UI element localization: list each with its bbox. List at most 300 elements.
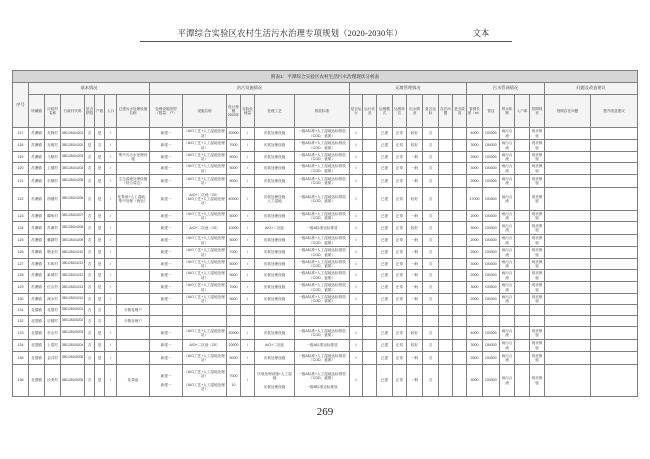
- table-cell: 光明村: [45, 140, 61, 152]
- table-cell: 否: [85, 270, 95, 282]
- table-cell: [591, 316, 638, 327]
- table-cell: A/O+二沉池（20） （A/O工艺+人工湿地处理站）: [183, 188, 227, 211]
- table-cell: 是: [95, 188, 105, 211]
- table-cell: /: [241, 270, 255, 282]
- table-cell: 5000: [227, 163, 241, 175]
- column-header: 已建污水处理设施名称: [117, 95, 150, 128]
- table-cell: 5000: [227, 175, 241, 188]
- table-cell: 生态湿地处理设施（结合周边）: [117, 175, 150, 188]
- table-cell: 一级A标准+人工湿地达标排放（COD、氨氮）: [295, 128, 350, 140]
- table-cell: 厌氧处理设施: [255, 247, 295, 259]
- table-cell: [591, 327, 638, 340]
- table-cell: [183, 305, 227, 316]
- table-cell: DN300: [483, 152, 500, 163]
- table-cell: [363, 327, 377, 340]
- table-row: [13, 175, 638, 188]
- table-cell: 现状保留: [530, 365, 545, 397]
- table-cell: 已建: [377, 175, 393, 188]
- table-cell: [530, 316, 545, 327]
- column-header: 运维模式: [377, 95, 393, 128]
- table-cell: DN300: [483, 222, 500, 235]
- table-cell: [363, 365, 377, 397]
- table-cell: 40000: [227, 188, 241, 211]
- table-cell: DN300: [483, 163, 500, 175]
- table-cell: 厌氧处理设施+人工湿地 厌氧处理设施: [255, 365, 295, 397]
- table-cell: 厌氧处理设施: [255, 211, 295, 222]
- table-cell: 正常: [393, 211, 407, 222]
- table-cell: [515, 352, 530, 365]
- table-cell: √: [350, 128, 363, 140]
- table-cell: [117, 128, 150, 140]
- table-cell: √: [350, 235, 363, 247]
- row-serial-cell: 125: [13, 235, 29, 247]
- table-cell: /: [105, 294, 117, 305]
- table-cell: 是: [95, 259, 105, 270]
- running-header-section: 文本: [472, 29, 490, 38]
- table-cell: [255, 305, 295, 316]
- table-cell: 现状保留: [530, 259, 545, 270]
- table-cell: 新建一: [150, 152, 183, 163]
- table-cell: 是: [95, 235, 105, 247]
- table-cell: √: [350, 140, 363, 152]
- table-cell: [453, 211, 467, 222]
- table-cell: DN300: [483, 270, 500, 282]
- table-cell: 一般: [407, 175, 423, 188]
- table-cell: 厌氧处理设施: [255, 140, 295, 152]
- table-cell: [545, 235, 591, 247]
- table-cell: [453, 352, 467, 365]
- table-cell: 厌氧处理设施: [255, 352, 295, 365]
- table-cell: 正常: [393, 128, 407, 140]
- table-cell: [591, 163, 638, 175]
- table-cell: 是: [95, 294, 105, 305]
- table-cell: 分散处理户: [117, 316, 150, 327]
- table-cell: /: [241, 294, 255, 305]
- table-cell: 是: [95, 282, 105, 294]
- table-cell: [500, 305, 515, 316]
- table-cell: （A/O工艺+人工湿地处理站）: [184, 259, 225, 268]
- table-cell: DN300: [483, 235, 500, 247]
- table-cell: 是: [95, 152, 105, 163]
- table-cell: （A/O工艺+人工湿地处理站）: [184, 129, 225, 138]
- table-row: [13, 235, 638, 247]
- table-cell: /: [241, 259, 255, 270]
- table-cell: DN300: [483, 128, 500, 140]
- table-cell: 是: [95, 128, 105, 140]
- table-cell: 雨污合流: [500, 365, 515, 397]
- table-cell: [545, 152, 591, 163]
- table-cell: 350128105206: [61, 365, 85, 397]
- table-cell: 已建: [377, 235, 393, 247]
- table-cell: 正常: [393, 222, 407, 235]
- table-cell: 3000: [467, 365, 483, 397]
- table-cell: [377, 316, 393, 327]
- table-cell: 雨污合流: [500, 282, 515, 294]
- table-cell: 厌氧处理设施: [255, 270, 295, 282]
- table-cell: 磹角村: [45, 211, 61, 222]
- status-table-wrapper: [12, 70, 637, 397]
- table-cell: 否: [423, 211, 439, 222]
- table-cell: 已建: [377, 222, 393, 235]
- table-cell: /: [105, 282, 117, 294]
- table-cell: 2000: [467, 211, 483, 222]
- table-cell: 一般: [407, 152, 423, 163]
- column-header: 设计规模 2020年: [227, 95, 241, 128]
- table-cell: 已建: [377, 282, 393, 294]
- table-cell: 厌氧处理设施: [255, 175, 295, 188]
- table-cell: 苏澳村: [45, 222, 61, 235]
- table-cell: /: [105, 270, 117, 282]
- table-cell: 较好: [407, 222, 423, 235]
- table-cell: 现状保留: [530, 188, 545, 211]
- table-cell: 较好: [407, 327, 423, 340]
- table-cell: /: [241, 163, 255, 175]
- table-cell: [439, 327, 453, 340]
- table-cell: [545, 352, 591, 365]
- table-cell: 一级A标准+人工湿地达标排放 （COD、氨氮）: [295, 188, 350, 211]
- table-cell: 17000: [467, 188, 483, 211]
- table-cell: [545, 140, 591, 152]
- table-cell: 一般: [407, 235, 423, 247]
- table-cell: （A/O工艺+人工湿地处理站）: [183, 352, 227, 365]
- table-cell: [117, 235, 150, 247]
- table-cell: [363, 294, 377, 305]
- table-cell: /: [105, 175, 117, 188]
- table-cell: [515, 340, 530, 352]
- column-header: 管径: [483, 95, 500, 128]
- column-header: 排水体制: [500, 95, 515, 128]
- table-cell: /: [105, 188, 117, 211]
- table-cell: 否: [85, 305, 95, 316]
- table-cell: 正常: [393, 140, 407, 152]
- table-cell: [545, 327, 591, 340]
- table-cell: 北厝镇: [29, 352, 45, 365]
- table-cell: √: [350, 270, 363, 282]
- table-cell: /: [241, 352, 255, 365]
- table-cell: 苏澳镇: [29, 128, 45, 140]
- table-cell: （A/O工艺+人工湿地处理站）: [183, 327, 227, 340]
- table-cell: √: [350, 222, 363, 235]
- table-cell: 350128104201: [61, 128, 85, 140]
- table-cell: [515, 247, 530, 259]
- table-cell: [363, 282, 377, 294]
- table-cell: 新建一: [150, 188, 183, 211]
- table-cell: 新建一: [150, 340, 183, 352]
- table-cell: [545, 222, 591, 235]
- table-cell: （A/O工艺+人工湿地处理站）: [184, 152, 225, 161]
- table-cell: 新建一: [150, 282, 183, 294]
- table-cell: 较好: [407, 128, 423, 140]
- table-cell: /: [105, 128, 117, 140]
- table-cell: 厌氧处理设施: [255, 259, 295, 270]
- column-header: 管网存在问题: [545, 95, 591, 128]
- column-header: 设施名称: [183, 95, 227, 128]
- group-header: 运维管理情况: [350, 83, 467, 95]
- table-cell: 化粪池+人工湿地， 集中处理（两处）: [117, 188, 150, 211]
- table-cell: [350, 305, 363, 316]
- table-cell: 否: [423, 222, 439, 235]
- table-cell: [515, 294, 530, 305]
- table-cell: 正常: [393, 259, 407, 270]
- table-cell: 新建一: [150, 128, 183, 140]
- table-cell: [117, 140, 150, 152]
- table-cell: 2500: [467, 247, 483, 259]
- table-cell: 新建一: [150, 294, 183, 305]
- table-cell: 2000: [467, 235, 483, 247]
- table-cell: 流水村: [45, 294, 61, 305]
- table-row: [13, 327, 638, 340]
- table-cell: 一级A标准+人工湿地达标排放（COD、氨氮）: [295, 294, 350, 305]
- table-row: [13, 316, 638, 327]
- table-cell: 2000: [467, 294, 483, 305]
- table-cell: 苏澳镇: [29, 175, 45, 188]
- table-row: [13, 222, 638, 235]
- table-cell: [439, 211, 453, 222]
- table-cell: [545, 175, 591, 188]
- column-header: 是否纳管: [85, 95, 95, 128]
- table-cell: 雨污合流: [500, 140, 515, 152]
- table-cell: [453, 128, 467, 140]
- table-cell: 新建一: [150, 259, 183, 270]
- table-cell: [363, 340, 377, 352]
- table-cell: [117, 211, 150, 222]
- table-cell: /: [105, 235, 117, 247]
- table-row: [13, 365, 638, 397]
- table-cell: [591, 188, 638, 211]
- table-cell: 否: [423, 175, 439, 188]
- table-cell: 350128104213: [61, 282, 85, 294]
- table-cell: DN300: [483, 259, 500, 270]
- table-cell: 雨污合流: [500, 352, 515, 365]
- table-cell: 一级A标准+人工湿地达标排放（COD、氨氮）: [295, 270, 350, 282]
- table-cell: [515, 316, 530, 327]
- table-row: [13, 259, 638, 270]
- column-header: 提升改造建议: [591, 95, 638, 128]
- table-cell: DN300: [483, 365, 500, 397]
- table-title-row: [13, 71, 638, 83]
- table-cell: 后楼村: [45, 316, 61, 327]
- table-cell: [453, 163, 467, 175]
- table-cell: 雨污合流: [500, 294, 515, 305]
- table-cell: 350128105202: [61, 316, 85, 327]
- table-cell: 7000: [227, 140, 241, 152]
- table-cell: [105, 305, 117, 316]
- table-cell: [453, 235, 467, 247]
- table-cell: 5000: [467, 222, 483, 235]
- table-cell: 一级A标准+人工湿地达标排放（COD、氨氮）: [295, 327, 350, 340]
- table-cell: 北厝镇: [29, 305, 45, 316]
- table-cell: 5000: [227, 235, 241, 247]
- table-cell: 正常: [393, 270, 407, 282]
- table-cell: [439, 270, 453, 282]
- column-header: 行政村代码: [61, 95, 85, 128]
- column-header: 入户率: [515, 95, 530, 128]
- table-cell: /: [105, 340, 117, 352]
- table-cell: 化粪池: [117, 365, 150, 397]
- table-cell: 是: [95, 222, 105, 235]
- table-cell: 一级A标准达标排放: [295, 340, 350, 352]
- table-cell: [453, 305, 467, 316]
- row-serial-cell: 120: [13, 163, 29, 175]
- table-cell: √: [350, 152, 363, 163]
- table-cell: 否: [85, 163, 95, 175]
- table-cell: 350128104206: [61, 188, 85, 211]
- table-cell: 现状保留: [530, 211, 545, 222]
- table-cell: 厌氧处理设施: [255, 128, 295, 140]
- table-cell: [363, 175, 377, 188]
- table-cell: /: [105, 365, 117, 397]
- table-cell: 苏澳镇: [29, 294, 45, 305]
- table-cell: [467, 316, 483, 327]
- table-cell: DN300: [483, 247, 500, 259]
- column-header: 存在问题: [439, 95, 453, 128]
- table-cell: 已建: [377, 327, 393, 340]
- table-cell: √: [350, 340, 363, 352]
- table-cell: [545, 247, 591, 259]
- table-cell: [483, 305, 500, 316]
- table-row: [13, 211, 638, 222]
- table-cell: 红山村: [45, 282, 61, 294]
- table-cell: [453, 247, 467, 259]
- table-cell: /: [241, 211, 255, 222]
- table-cell: 沙美村: [45, 365, 61, 397]
- table-cell: 苏澳镇: [29, 247, 45, 259]
- table-cell: 是: [95, 163, 105, 175]
- table-cell: 厌氧处理设施: [255, 294, 295, 305]
- table-cell: √: [350, 282, 363, 294]
- table-cell: 新建一 新建一: [150, 365, 183, 397]
- table-cell: 否: [85, 188, 95, 211]
- table-cell: [545, 365, 591, 397]
- table-cell: [407, 316, 423, 327]
- table-cell: [241, 305, 255, 316]
- table-cell: /: [105, 247, 117, 259]
- table-cell: （A/O工艺+人工湿地处理站）: [184, 211, 225, 220]
- table-cell: [545, 211, 591, 222]
- table-row: [13, 152, 638, 163]
- table-cell: √: [350, 365, 363, 397]
- table-cell: [439, 152, 453, 163]
- table-cell: 北厝镇: [29, 327, 45, 340]
- table-cell: 5000: [227, 270, 241, 282]
- table-cell: 是: [95, 211, 105, 222]
- table-cell: 3000: [467, 163, 483, 175]
- table-cell: 350128104209: [61, 235, 85, 247]
- table-cell: /: [241, 140, 255, 152]
- table-cell: 一级A标准+人工湿地达标排放（COD、氨氮）: [295, 235, 350, 247]
- table-cell: [363, 352, 377, 365]
- table-cell: [377, 305, 393, 316]
- table-cell: /: [241, 235, 255, 247]
- table-cell: 现状保留: [530, 152, 545, 163]
- row-serial-cell: 119: [13, 152, 29, 163]
- table-cell: [439, 140, 453, 152]
- table-cell: 否: [95, 140, 105, 152]
- table-cell: 新建一: [150, 140, 183, 152]
- table-cell: [591, 305, 638, 316]
- column-header: 运行状况: [363, 95, 377, 128]
- table-cell: [407, 305, 423, 316]
- table-cell: DN300: [483, 211, 500, 222]
- table-cell: /: [105, 327, 117, 340]
- table-cell: 一般: [407, 163, 423, 175]
- table-cell: √: [350, 247, 363, 259]
- table-cell: 先锋村: [45, 128, 61, 140]
- table-cell: 木屿村: [45, 259, 61, 270]
- table-cell: /: [241, 340, 255, 352]
- table-cell: [117, 340, 150, 352]
- table-row: [13, 305, 638, 316]
- table-cell: 雨污合流: [500, 188, 515, 211]
- table-cell: [515, 175, 530, 188]
- table-cell: 上厝村: [45, 340, 61, 352]
- table-cell: 已建: [377, 340, 393, 352]
- table-cell: 苏澳镇: [29, 282, 45, 294]
- table-row: [13, 270, 638, 282]
- table-cell: 350128104207: [61, 211, 85, 222]
- table-cell: [483, 316, 500, 327]
- table-cell: [515, 152, 530, 163]
- table-cell: 4000: [467, 128, 483, 140]
- table-cell: [500, 316, 515, 327]
- table-cell: [241, 316, 255, 327]
- table-cell: 苏澳镇: [29, 222, 45, 235]
- table-cell: [545, 305, 591, 316]
- row-serial-cell: 124: [13, 222, 29, 235]
- table-cell: 否: [85, 235, 95, 247]
- header-rule: [140, 41, 512, 42]
- column-header: 实际处理量: [241, 95, 255, 128]
- table-cell: 否: [95, 316, 105, 327]
- table-cell: 否: [85, 365, 95, 397]
- table-cell: [545, 188, 591, 211]
- table-cell: 350128104212: [61, 270, 85, 282]
- table-cell: 现状保留: [530, 140, 545, 152]
- table-cell: 厌氧处理设施: [255, 152, 295, 163]
- table-cell: 雨污合流: [500, 327, 515, 340]
- table-cell: [591, 152, 638, 163]
- table-cell: A/O+二沉池: [255, 222, 295, 235]
- table-cell: [591, 247, 638, 259]
- table-cell: 正常: [393, 163, 407, 175]
- table-cell: 上楼村: [45, 163, 61, 175]
- table-cell: √: [350, 188, 363, 211]
- table-cell: √: [350, 175, 363, 188]
- table-cell: /: [241, 152, 255, 163]
- table-cell: √: [350, 352, 363, 365]
- table-column-header-row: [13, 95, 638, 128]
- table-cell: [363, 152, 377, 163]
- table-cell: [117, 294, 150, 305]
- table-cell: 现状保留: [530, 128, 545, 140]
- table-cell: [453, 327, 467, 340]
- table-cell: 正常: [393, 352, 407, 365]
- table-cell: 新建一: [150, 175, 183, 188]
- table-cell: [439, 305, 453, 316]
- table-cell: 雨污合流: [500, 270, 515, 282]
- table-cell: 一般: [407, 211, 423, 222]
- table-cell: 2000: [467, 175, 483, 188]
- table-cell: 一级A标准+人工湿地达标排放（COD、氨氮）: [295, 140, 350, 152]
- table-row: [13, 140, 638, 152]
- table-cell: 7000 10: [227, 365, 241, 397]
- table-cell: 苏澳镇: [29, 163, 45, 175]
- table-cell: （A/O工艺+人工湿地处理站）: [184, 236, 225, 245]
- table-cell: 苏澳镇: [29, 152, 45, 163]
- column-header: 排放标准: [295, 95, 350, 128]
- table-cell: 已建: [377, 163, 393, 175]
- table-row: [13, 247, 638, 259]
